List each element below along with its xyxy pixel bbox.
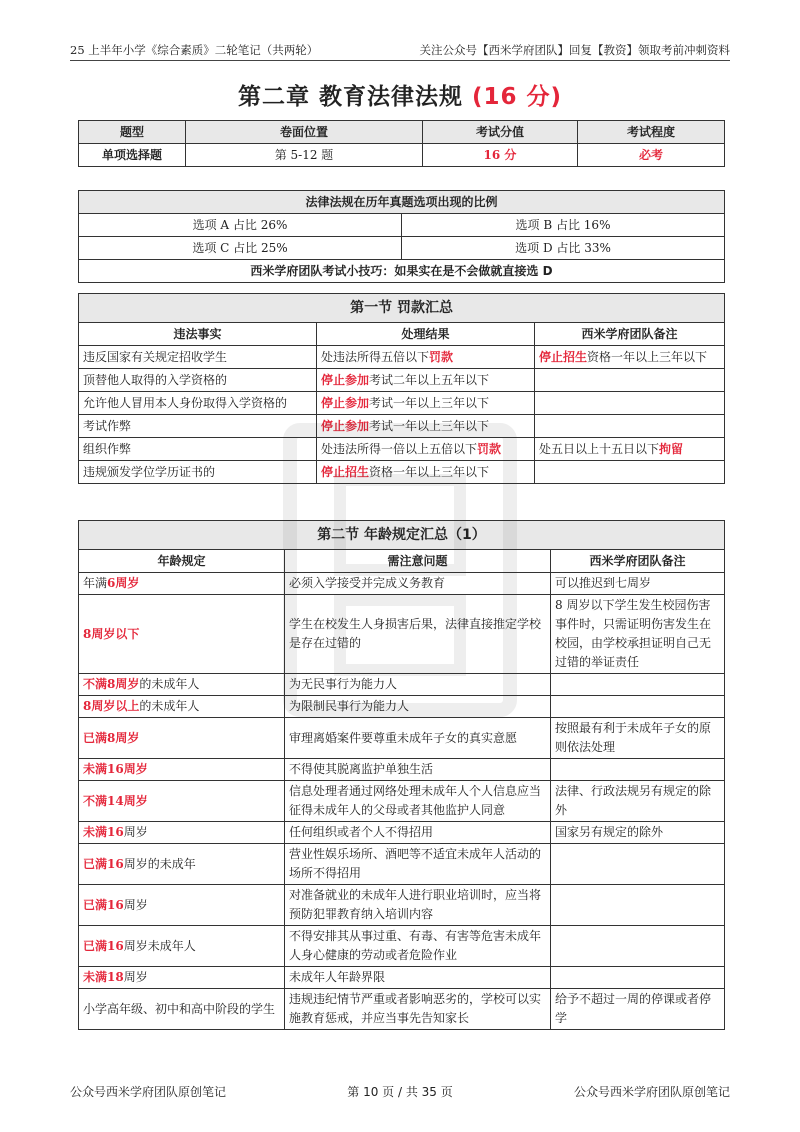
- age-rule: [79, 844, 285, 885]
- penalty-result-post: 考试一年以上三年以下: [369, 396, 490, 410]
- penalty-note: [535, 369, 725, 392]
- section2-header-age: 年龄规定: [79, 550, 285, 573]
- section1-header-result: 处理结果: [317, 323, 535, 346]
- age-rule-highlight: 未满18: [83, 970, 124, 984]
- ratio-option-c: 选项 C 占比 25%: [79, 237, 402, 260]
- age-issue: [285, 989, 551, 1030]
- age-issue-text: 不得安排其从事过重、有毒、有害等危害未成年人身心健康的劳动或者危险作业: [289, 929, 542, 962]
- age-issue: [285, 595, 551, 674]
- exam-cell-level: 必考: [578, 144, 725, 167]
- age-note-text: 按照最有利于未成年子女的原则依法处理: [555, 721, 712, 754]
- penalty-fact: [79, 392, 317, 415]
- section1-header-note: 西米学府团队备注: [535, 323, 725, 346]
- age-issue-text: 审理离婚案件要尊重未成年子女的真实意愿: [289, 730, 518, 745]
- page-footer: [70, 1083, 730, 1100]
- ratio-option-a: 选项 A 占比 26%: [79, 214, 402, 237]
- age-note-text: 国家另有规定的除外: [555, 825, 664, 839]
- penalty-result: [317, 369, 535, 392]
- age-issue-text: 未成年人年龄界限: [289, 970, 386, 984]
- age-rule: [79, 822, 285, 844]
- chapter-title-points: (16 分): [471, 84, 563, 110]
- age-rule-highlight: 已满16: [83, 856, 124, 871]
- penalty-note: [535, 461, 725, 484]
- penalty-result-highlight: 停止招生: [321, 465, 370, 479]
- ratio-table: [78, 190, 725, 283]
- age-note: [551, 967, 725, 989]
- age-issue: [285, 781, 551, 822]
- exam-header-score: 考试分值: [423, 121, 578, 144]
- age-rule-post: 周岁: [123, 970, 148, 984]
- table-row: [79, 781, 725, 822]
- age-issue-text: 营业性娱乐场所、酒吧等不适宜未成年人活动的场所不得招用: [289, 847, 542, 880]
- age-issue-text: 违规违纪情节严重或者影响恶劣的，学校可以实施教育惩戒，并应当事先告知家长: [289, 992, 542, 1025]
- penalty-result: [317, 438, 535, 461]
- age-issue-text: 信息处理者通过网络处理未成年人个人信息应当征得未成年人的父母或者其他监护人同意: [289, 784, 542, 817]
- penalty-note-text: 处五日以上十五日以下: [539, 442, 660, 456]
- table-row: [79, 346, 725, 369]
- penalty-fact-text: 允许他人冒用本人身份取得入学资格的: [83, 395, 288, 410]
- age-note-text: 给予不超过一周的停课或者停学: [555, 992, 712, 1025]
- section2-header-issue: 需注意问题: [285, 550, 551, 573]
- page-header: [70, 38, 730, 61]
- exam-info-table: [78, 120, 725, 167]
- age-note: [551, 844, 725, 885]
- exam-header-type: 题型: [79, 121, 186, 144]
- footer-right: 公众号西米学府团队原创笔记: [573, 1085, 730, 1099]
- age-rule: [79, 573, 285, 595]
- age-note-text: 8 周岁以下学生发生校园伤害事件时，只需证明伤害发生在校园，由学校承担证明自己无过错的举证责任: [555, 598, 712, 669]
- age-issue: [285, 573, 551, 595]
- exam-header-level: 考试程度: [578, 121, 725, 144]
- penalty-fact-text: 组织作弊: [83, 441, 132, 456]
- penalty-note: [535, 346, 725, 369]
- table-row: [79, 595, 725, 674]
- exam-header-position: 卷面位置: [186, 121, 423, 144]
- age-issue: [285, 844, 551, 885]
- penalty-result-highlight: 罚款: [429, 350, 454, 364]
- age-rule: [79, 718, 285, 759]
- penalty-fact-text: 考试作弊: [83, 418, 132, 433]
- age-note: [551, 674, 725, 696]
- age-rule-highlight: 已满16: [83, 897, 124, 912]
- penalty-fact-text: 违反国家有关规定招收学生: [83, 349, 228, 364]
- table-row: [79, 718, 725, 759]
- chapter-title-main: 第二章 教育法律法规: [237, 84, 463, 110]
- penalty-result: [317, 346, 535, 369]
- penalty-fact: [79, 415, 317, 438]
- penalty-note-text: 资格一年以上三年以下: [587, 350, 708, 364]
- penalty-result-post: 资格一年以上三年以下: [369, 465, 490, 479]
- age-note: [551, 696, 725, 718]
- ratio-option-d: 选项 D 占比 33%: [402, 237, 725, 260]
- penalty-result: [317, 415, 535, 438]
- age-rule: [79, 967, 285, 989]
- section1-title: 第一节 罚款汇总: [79, 294, 725, 323]
- age-issue-text: 对准备就业的未成年人进行职业培训时，应当将预防犯罪教育纳入培训内容: [289, 888, 542, 921]
- age-rule-highlight: 8周岁以上: [83, 699, 140, 713]
- ratio-title: 法律法规在历年真题选项出现的比例: [79, 191, 725, 214]
- table-row: [79, 369, 725, 392]
- table-row: [79, 822, 725, 844]
- age-note: [551, 885, 725, 926]
- penalty-result-pre: 处违法所得五倍以下: [321, 350, 430, 364]
- age-rule-highlight: 未满16周岁: [83, 762, 148, 776]
- age-rule-highlight: 6周岁: [107, 576, 140, 590]
- penalty-result: [317, 392, 535, 415]
- age-note: [551, 718, 725, 759]
- table-row: [79, 844, 725, 885]
- penalty-fact-text: 违规颁发学位学历证书的: [83, 464, 216, 479]
- penalty-result-post: 考试一年以上三年以下: [369, 419, 490, 433]
- age-issue: [285, 718, 551, 759]
- table-row: [79, 461, 725, 484]
- ratio-option-b: 选项 B 占比 16%: [402, 214, 725, 237]
- age-note: [551, 573, 725, 595]
- section2-title: 第二节 年龄规定汇总（1）: [79, 521, 725, 550]
- age-issue: [285, 759, 551, 781]
- age-issue-text: 为限制民事行为能力人: [289, 699, 410, 713]
- footer-left: 公众号西米学府团队原创笔记: [70, 1085, 227, 1099]
- penalty-result-post: 考试二年以上五年以下: [369, 373, 490, 387]
- age-note: [551, 595, 725, 674]
- section2-header-note: 西米学府团队备注: [551, 550, 725, 573]
- age-rule-highlight: 未满16: [83, 825, 124, 839]
- penalty-result: [317, 461, 535, 484]
- age-rule-highlight: 不满8周岁: [83, 677, 140, 691]
- age-rule-highlight: 不满14周岁: [83, 793, 148, 808]
- age-rule-highlight: 已满8周岁: [83, 730, 140, 745]
- age-note: [551, 926, 725, 967]
- penalty-table: [78, 293, 725, 484]
- age-rule-post: 的未成年人: [139, 699, 200, 713]
- age-note: [551, 759, 725, 781]
- exam-cell-score: 16 分: [423, 144, 578, 167]
- age-rule: [79, 989, 285, 1030]
- age-issue: [285, 674, 551, 696]
- penalty-note: [535, 415, 725, 438]
- table-row: [79, 926, 725, 967]
- age-issue: [285, 926, 551, 967]
- section2-rows: [79, 573, 725, 1030]
- age-note: [551, 822, 725, 844]
- age-issue-text: 为无民事行为能力人: [289, 677, 398, 691]
- age-rule-post: 周岁未成年人: [123, 938, 196, 953]
- age-rule: [79, 674, 285, 696]
- ratio-tip: 西米学府团队考试小技巧：如果实在是不会做就直接选 D: [79, 260, 725, 283]
- age-issue: [285, 696, 551, 718]
- section1-header-fact: 违法事实: [79, 323, 317, 346]
- page-number: 第 10 页 / 共 35 页: [347, 1085, 453, 1099]
- age-rule-highlight: 已满16: [83, 938, 124, 953]
- age-note-text: 法律、行政法规另有规定的除外: [555, 784, 712, 817]
- penalty-fact: [79, 461, 317, 484]
- table-row: [79, 989, 725, 1030]
- penalty-result-highlight: 罚款: [477, 442, 502, 456]
- age-rule: [79, 926, 285, 967]
- table-row: [79, 438, 725, 461]
- age-issue: [285, 885, 551, 926]
- section1-rows: [79, 346, 725, 484]
- table-row: [79, 573, 725, 595]
- penalty-fact: [79, 346, 317, 369]
- chapter-title: [0, 78, 800, 111]
- age-rule: [79, 595, 285, 674]
- age-rule: [79, 781, 285, 822]
- age-rule-highlight: 8周岁以下: [83, 626, 140, 641]
- penalty-result-highlight: 停止参加: [321, 396, 370, 410]
- penalty-fact: [79, 369, 317, 392]
- age-issue: [285, 822, 551, 844]
- penalty-note-highlight: 停止招生: [539, 350, 588, 364]
- age-rule-post: 周岁: [123, 825, 148, 839]
- age-rule-post: 周岁: [123, 897, 148, 912]
- age-rule-pre: 年满: [83, 576, 108, 590]
- penalty-result-highlight: 停止参加: [321, 419, 370, 433]
- age-rule: [79, 885, 285, 926]
- table-row: [79, 696, 725, 718]
- exam-cell-position: 第 5-12 题: [186, 144, 423, 167]
- table-row: [79, 674, 725, 696]
- age-issue-text: 不得使其脱离监护单独生活: [289, 762, 434, 776]
- penalty-note: [535, 392, 725, 415]
- age-rule-post: 的未成年人: [139, 677, 200, 691]
- age-rule: [79, 696, 285, 718]
- age-note: [551, 989, 725, 1030]
- header-left-text: 25 上半年小学《综合素质》二轮笔记（共两轮）: [70, 43, 319, 57]
- age-issue: [285, 967, 551, 989]
- penalty-fact-text: 顶替他人取得的入学资格的: [83, 372, 228, 387]
- age-issue-text: 必须入学接受并完成义务教育: [289, 576, 446, 590]
- age-rule-pre: 小学高年级、初中和高中阶段的学生: [83, 1001, 276, 1016]
- age-issue-text: 任何组织或者个人不得招用: [289, 825, 434, 839]
- age-rule-post: 周岁的未成年: [123, 856, 196, 871]
- age-table: [78, 520, 725, 1030]
- penalty-note-highlight2: 拘留: [659, 442, 684, 456]
- age-note-text: 可以推迟到七周岁: [555, 576, 652, 590]
- penalty-fact: [79, 438, 317, 461]
- table-row: [79, 967, 725, 989]
- table-row: [79, 392, 725, 415]
- table-row: [79, 415, 725, 438]
- table-row: [79, 759, 725, 781]
- penalty-result-pre: 处违法所得一倍以上五倍以下: [321, 442, 478, 456]
- table-row: [79, 885, 725, 926]
- age-rule: [79, 759, 285, 781]
- penalty-result-highlight: 停止参加: [321, 373, 370, 387]
- age-note: [551, 781, 725, 822]
- penalty-note: [535, 438, 725, 461]
- header-right-text: 关注公众号【西米学府团队】回复【教资】领取考前冲刺资料: [419, 43, 730, 57]
- exam-cell-type: 单项选择题: [79, 144, 186, 167]
- age-issue-text: 学生在校发生人身损害后果，法律直接推定学校是存在过错的: [289, 617, 542, 650]
